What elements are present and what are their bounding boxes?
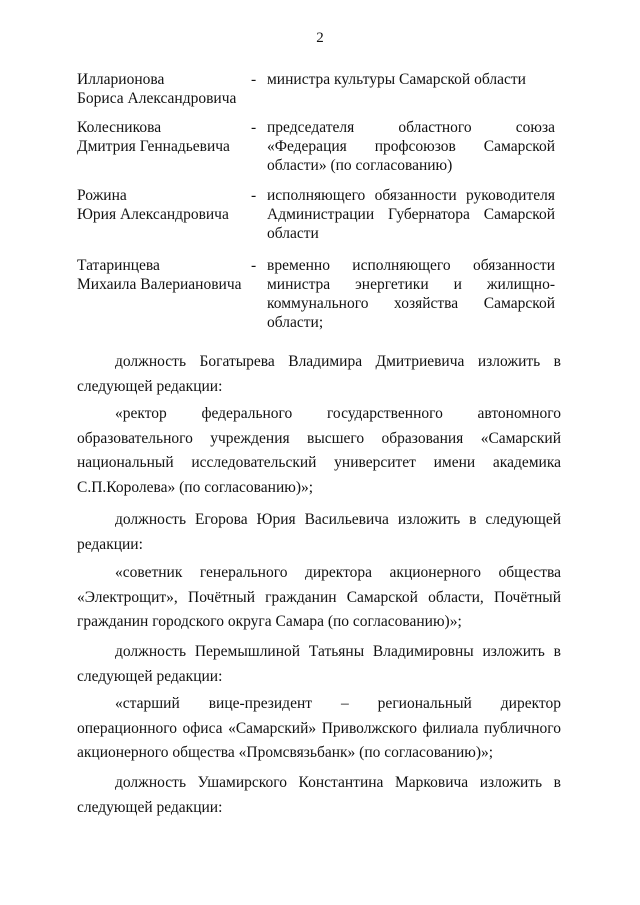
- amendment-text: «советник генерального директора акционерного общества «Электрощит», Почётный гражданин Самарской области, Почётный гражданин городского округа Самара (по согласованию)»;: [77, 564, 561, 630]
- member-dash: -: [251, 187, 257, 204]
- member-name: [77, 118, 245, 156]
- amendment-instruction: должность Егорова Юрия Васильевича изложить в следующей редакции:: [77, 511, 561, 553]
- amendment-text: «старший вице-президент – региональный директор операционного офиса «Самарский» Приволжского филиала публичного акционерного общества «Промсвязьбанк» (по согласованию)»;: [77, 695, 561, 761]
- amendment-instruction: должность Перемышлиной Татьяны Владимировны изложить в следующей редакции:: [77, 643, 561, 685]
- member-dash: -: [251, 257, 257, 274]
- member-name: [77, 256, 245, 294]
- member-name: [77, 70, 245, 108]
- page-number: 2: [316, 30, 324, 46]
- member-post: временно исполняющего обязанности министра энергетики и жилищно-коммунального хозяйства Самарской области;: [267, 257, 555, 331]
- member-post: исполняющего обязанности руководителя Администрации Губернатора Самарской области: [267, 187, 555, 242]
- member-surname: Колесникова: [77, 119, 162, 136]
- amendment-instruction: должность Ушамирского Константина Марковича изложить в следующей редакции:: [77, 774, 561, 816]
- amendment-text: «ректор федерального государственного автономного образовательного учреждения высшего образования «Самарский национальный исследовательский университет имени академика С.П.Королева» (по согласованию)»;: [77, 405, 561, 496]
- member-given-names: Михаила Валериановича: [77, 276, 242, 293]
- member-given-names: Дмитрия Геннадьевича: [77, 138, 230, 155]
- member-dash: -: [251, 71, 257, 88]
- member-post: председателя областного союза «Федерация профсоюзов Самарской области» (по согласованию): [267, 119, 555, 174]
- member-name: [77, 186, 245, 224]
- member-surname: Татаринцева: [77, 257, 160, 274]
- member-post: министра культуры Самарской области: [267, 71, 526, 88]
- member-surname: Рожина: [77, 187, 127, 204]
- member-given-names: Бориса Александровича: [77, 90, 237, 107]
- member-given-names: Юрия Александровича: [77, 206, 229, 223]
- amendment-instruction: должность Богатырева Владимира Дмитриевича изложить в следующей редакции:: [77, 353, 561, 395]
- member-dash: -: [251, 119, 257, 136]
- member-surname: Илларионова: [77, 71, 165, 88]
